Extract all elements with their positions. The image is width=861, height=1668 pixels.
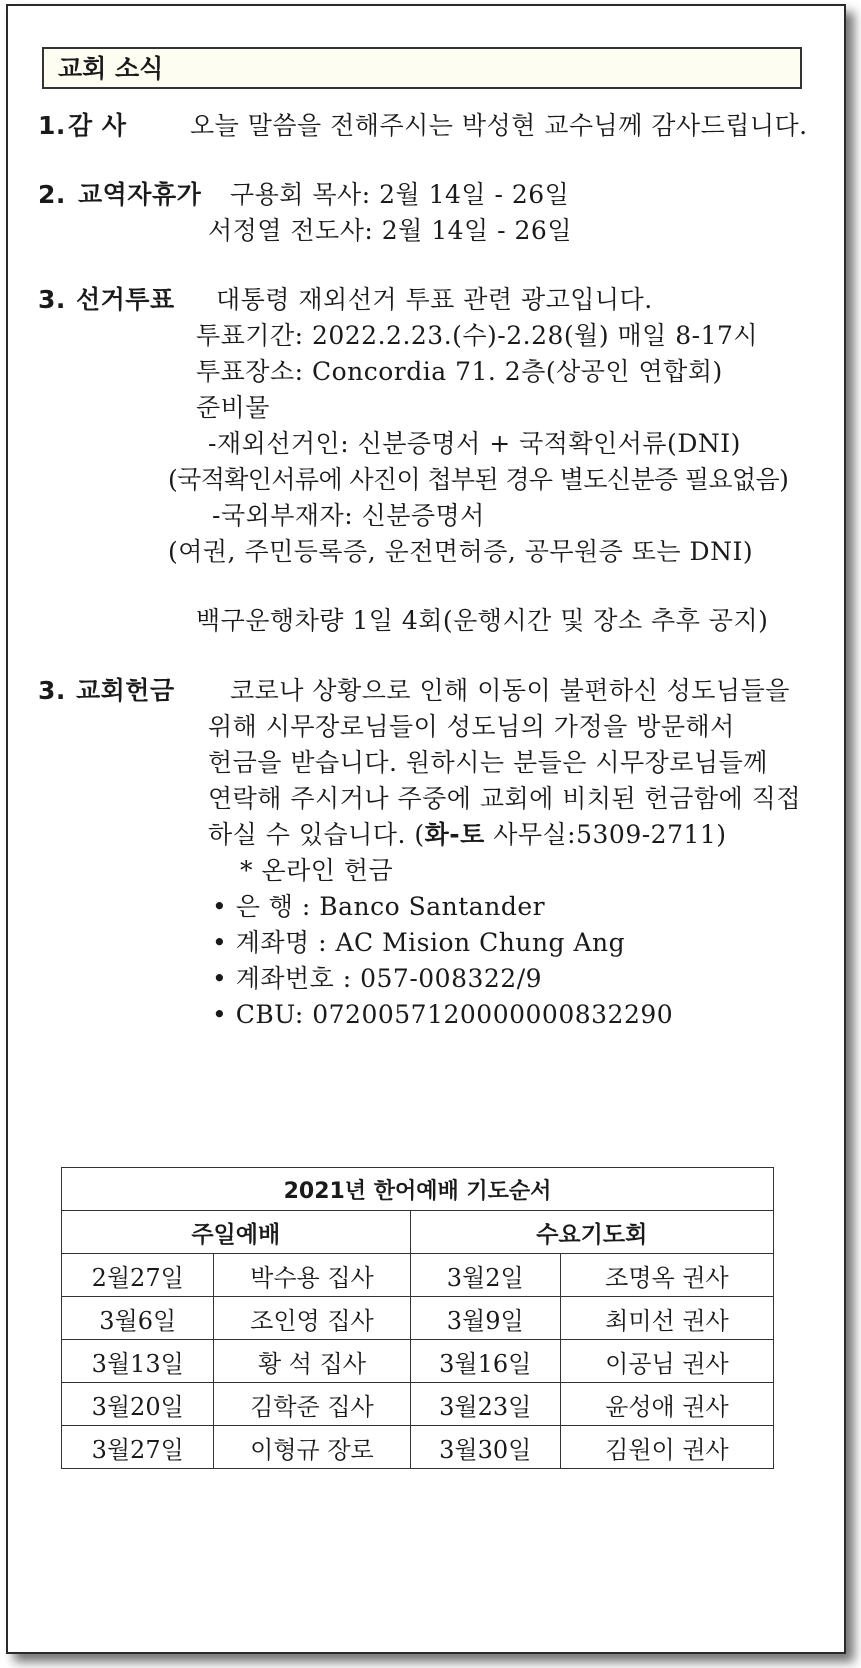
- item3-line: (여권, 주민등록증, 운전면허증, 공무원증 또는 DNI): [168, 537, 754, 566]
- item3-shuttle: 백구운행차량 1일 4회(운행시간 및 장소 추후 공지): [196, 606, 769, 635]
- item4-line: 헌금을 받습니다. 원하시는 분들은 시무장로님들께: [208, 748, 768, 777]
- wednesday-date: 3월9일: [410, 1297, 560, 1340]
- cbu-number: • CBU: 0720057120000000832290: [212, 1000, 674, 1029]
- item3-line: (국적확인서류에 사진이 첩부된 경우 별도신분증 필요없음): [168, 465, 789, 494]
- item1-text: 오늘 말씀을 전해주시는 박성현 교수님께 감사드립니다.: [190, 111, 808, 140]
- sunday-date: 3월20일: [62, 1383, 214, 1426]
- table-title: 2021년 한어예배 기도순서: [62, 1168, 774, 1211]
- item2-line1: 구용회 목사: 2월 14일 - 26일: [230, 180, 570, 209]
- item3-line: -국외부재자: 신분증명서: [212, 501, 485, 530]
- item4-line: 연락해 주시거나 주중에 교회에 비치된 헌금함에 직접: [208, 784, 801, 813]
- item2-number: 2.: [38, 180, 66, 209]
- table-title-row: [62, 1168, 774, 1211]
- item3-number: 3.: [38, 285, 66, 314]
- wednesday-leader: 최미선 권사: [560, 1297, 773, 1340]
- sunday-date: 3월27일: [62, 1426, 214, 1469]
- wednesday-date: 3월23일: [410, 1383, 560, 1426]
- item4-line: 위해 시무장로님들이 성도님의 가정을 방문해서: [208, 712, 735, 741]
- item2-title: 교역자휴가: [78, 180, 202, 209]
- sunday-date: 3월6일: [62, 1297, 214, 1340]
- table-header-row: [62, 1211, 774, 1254]
- item4-number: 3.: [38, 676, 66, 705]
- sunday-leader: 이형규 장로: [214, 1426, 410, 1469]
- item1-title: 감 사: [68, 111, 127, 140]
- item4-line: 코로나 상황으로 인해 이동이 불편하신 성도님들을: [230, 676, 790, 705]
- table-row: [62, 1254, 774, 1297]
- wednesday-leader: 김원이 권사: [560, 1426, 773, 1469]
- section-header: [42, 47, 802, 89]
- item3-line: 투표기간: 2022.2.23.(수)-2.28(월) 매일 8-17시: [196, 321, 759, 350]
- item3-intro: 대통령 재외선거 투표 관련 광고입니다.: [216, 285, 653, 314]
- col-wednesday-header: 수요기도회: [410, 1211, 773, 1254]
- wednesday-leader: 이공님 권사: [560, 1340, 773, 1383]
- table-row: [62, 1340, 774, 1383]
- wednesday-leader: 조명옥 권사: [560, 1254, 773, 1297]
- sunday-leader: 황 석 집사: [214, 1340, 410, 1383]
- item3-line: 준비물: [196, 393, 270, 422]
- wednesday-leader: 윤성애 권사: [560, 1383, 773, 1426]
- bank-name: • 은 행 : Banco Santander: [212, 892, 546, 921]
- table-row: [62, 1383, 774, 1426]
- online-offering-label: * 온라인 헌금: [240, 856, 394, 885]
- col-sunday-header: 주일예배: [62, 1211, 411, 1254]
- bulletin-page: [6, 4, 846, 1654]
- prayer-order-table: [61, 1167, 774, 1469]
- account-name: • 계좌명 : AC Mision Chung Ang: [212, 928, 626, 957]
- item4-last-line: 하실 수 있습니다. (화-토 사무실:5309-2711): [208, 820, 727, 849]
- item3-line: 투표장소: Concordia 71. 2층(상공인 연합회): [196, 357, 723, 386]
- wednesday-date: 3월2일: [410, 1254, 560, 1297]
- table-row: [62, 1426, 774, 1469]
- wednesday-date: 3월16일: [410, 1340, 560, 1383]
- item3-line: -재외선거인: 신분증명서 + 국적확인서류(DNI): [208, 429, 741, 458]
- section-title: 교회 소식: [58, 54, 164, 83]
- sunday-leader: 조인영 집사: [214, 1297, 410, 1340]
- account-number: • 계좌번호 : 057-008322/9: [212, 964, 543, 993]
- item4-title: 교회헌금: [76, 676, 175, 705]
- sunday-date: 3월13일: [62, 1340, 214, 1383]
- item1-number: 1.: [38, 111, 66, 140]
- sunday-leader: 김학준 집사: [214, 1383, 410, 1426]
- wednesday-date: 3월30일: [410, 1426, 560, 1469]
- sunday-date: 2월27일: [62, 1254, 214, 1297]
- table-row: [62, 1297, 774, 1340]
- sunday-leader: 박수용 집사: [214, 1254, 410, 1297]
- item2-line2: 서정열 전도사: 2월 14일 - 26일: [208, 216, 572, 245]
- item3-title: 선거투표: [76, 285, 175, 314]
